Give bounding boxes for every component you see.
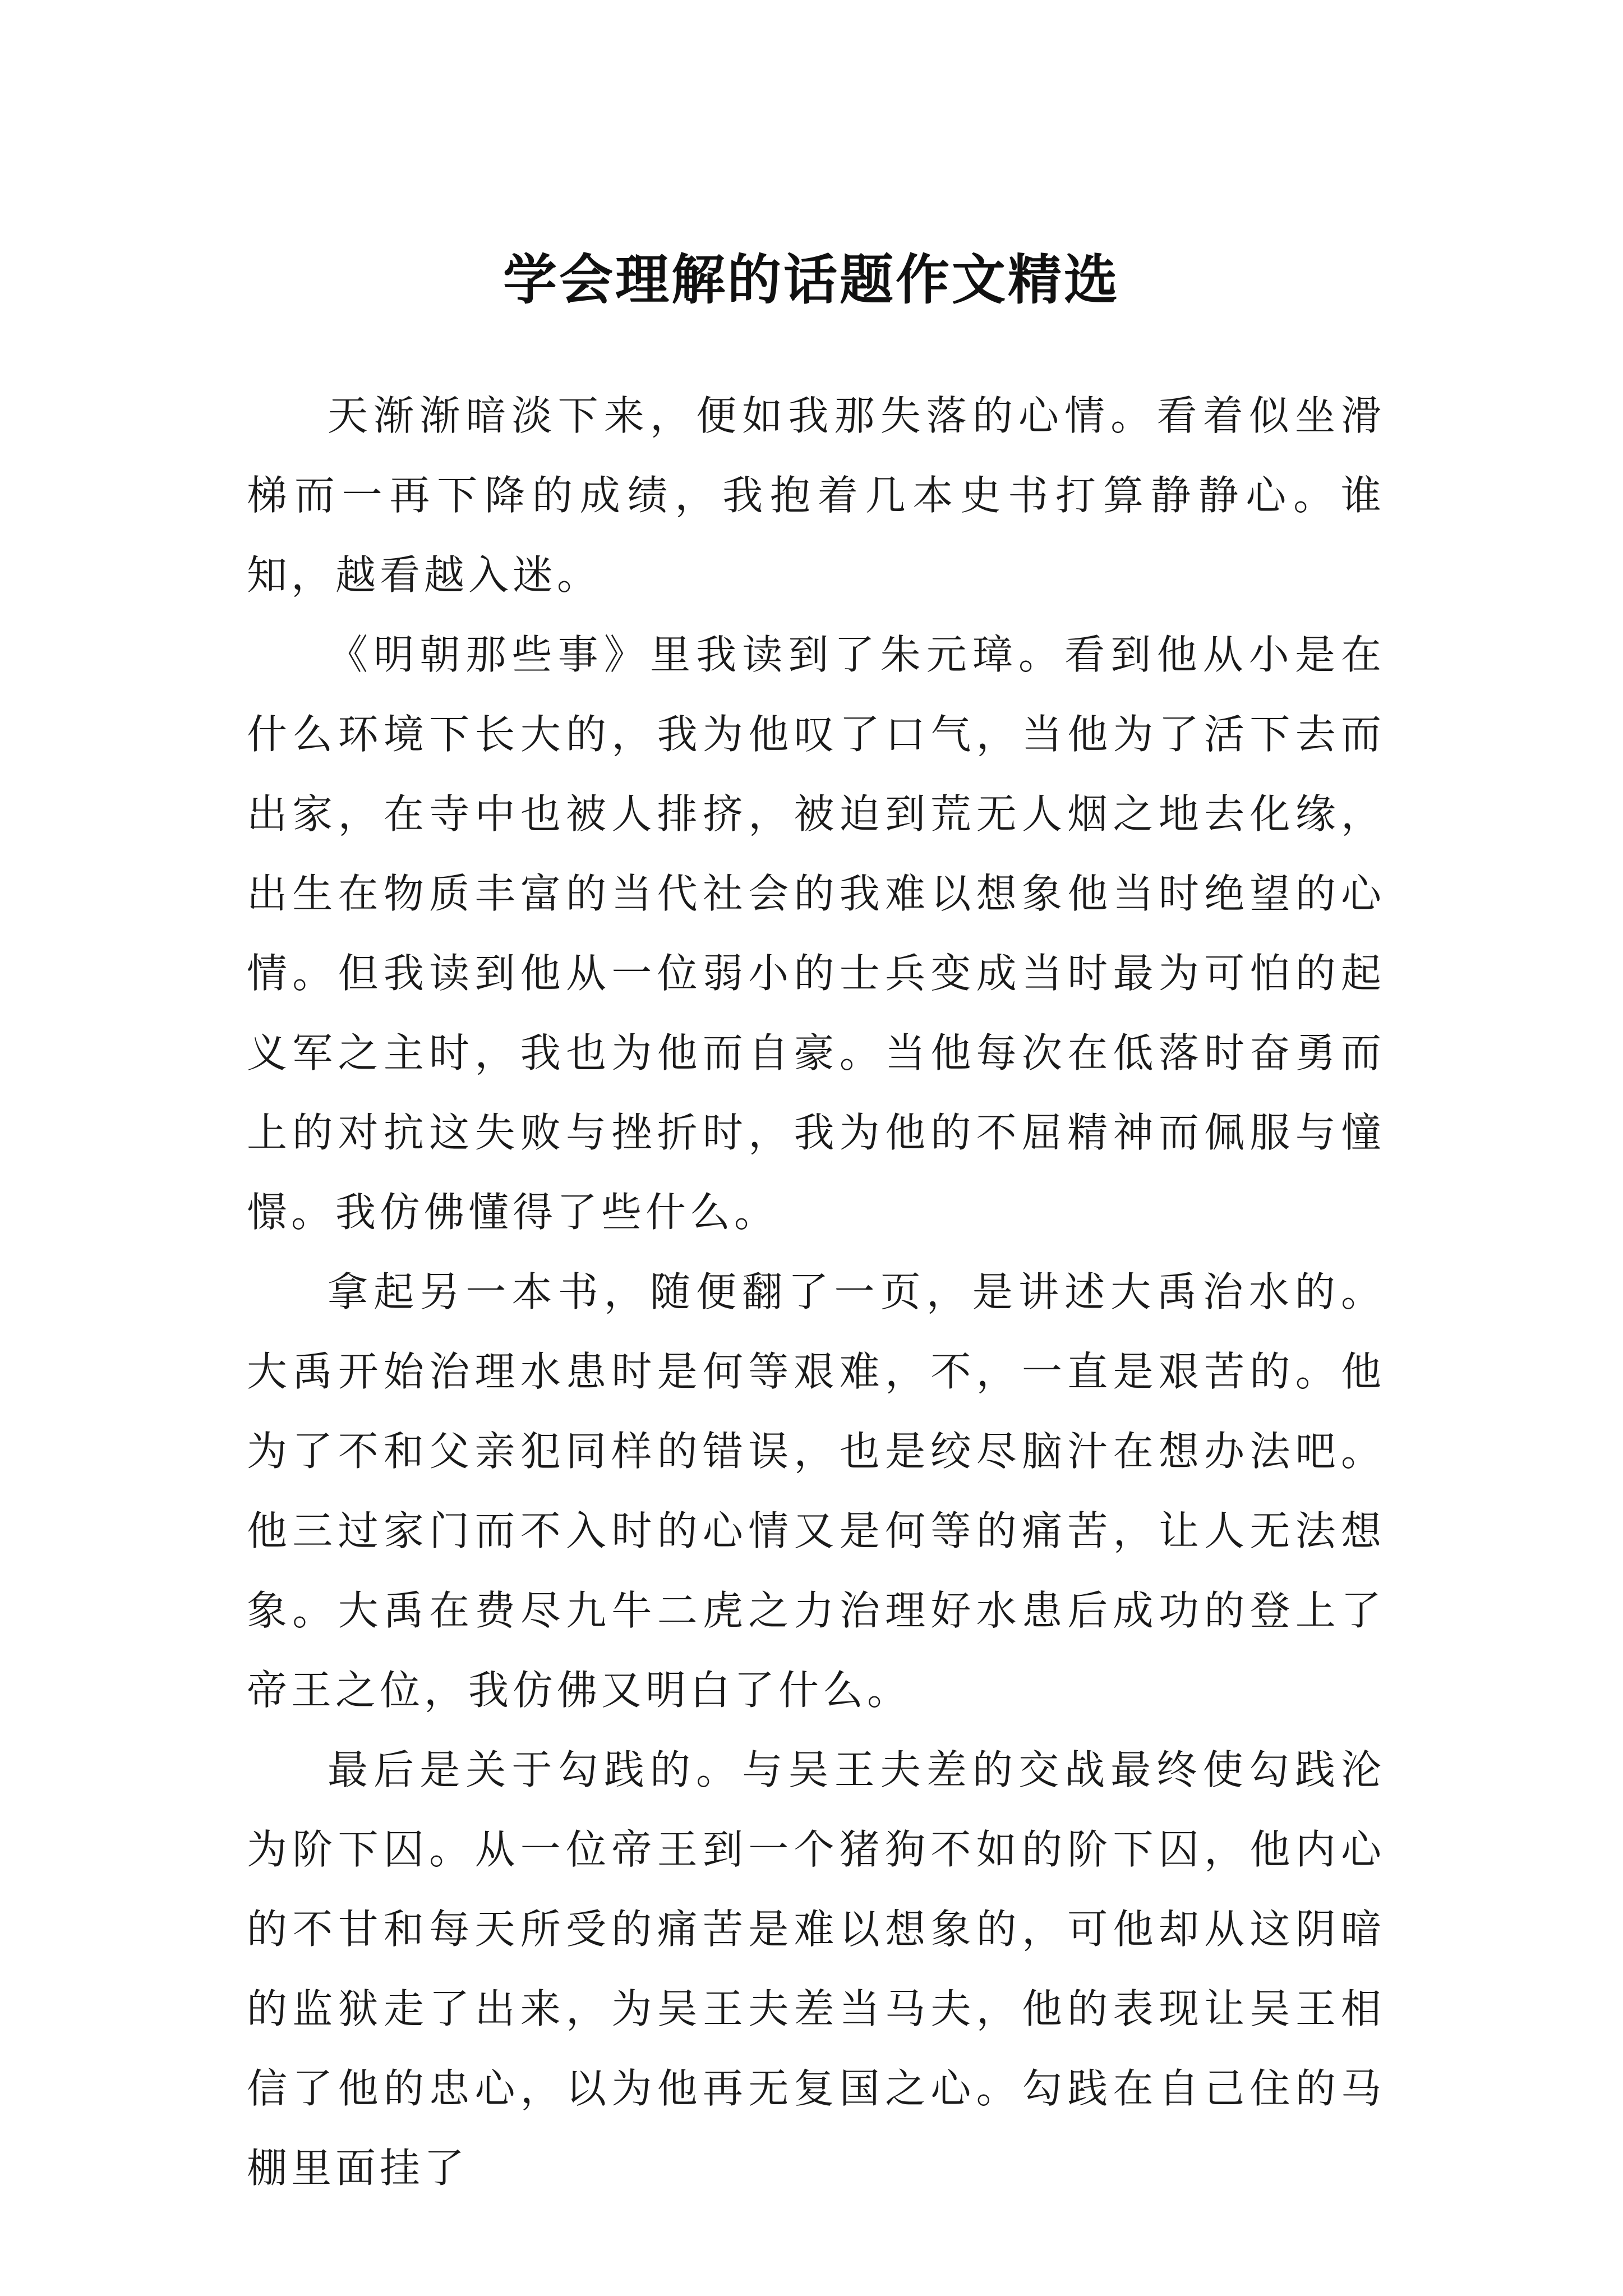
document-title: 学会理解的话题作文精选 (503, 248, 1120, 312)
paragraph-4: 最后是关于勾践的。与吴王夫差的交战最终使勾践沦为阶下囚。从一位帝王到一个猪狗不如的阶下囚，他内心的不甘和每天所受的痛苦是难以想象的，可他却从这阴暗的监狱走了出来，为吴王夫差当马夫，他的表现让吴王相信了他的忠心，以为他再无复国之心。勾践在自己住的马棚里面挂了 (247, 1746, 1385, 2192)
paragraph-3: 拿起另一本书，随便翻了一页，是讲述大禹治水的。大禹开始治理水患时是何等艰难，不，一直是艰苦的。他为了不和父亲犯同样的错误，也是绞尽脑汁在想办法吧。他三过家门而不入时的心情又是何等的痛苦，让人无法想象。大禹在费尽九牛二虎之力治理好水患后成功的登上了帝王之位，我仿佛又明白了什么。 (247, 1268, 1385, 1714)
document-body (247, 376, 1385, 2208)
paragraph-2: 《明朝那些事》里我读到了朱元璋。看到他从小是在什么环境下长大的，我为他叹了口气，当他为了活下去而出家，在寺中也被人排挤，被迫到荒无人烟之地去化缘，出生在物质丰富的当代社会的我难以想象他当时绝望的心情。但我读到他从一位弱小的士兵变成当时最为可怕的起义军之主时，我也为他而自豪。当他每次在低落时奋勇而上的对抗这失败与挫折时，我为他的不屈精神而佩服与憧憬。我仿佛懂得了些什么。 (247, 631, 1385, 1236)
paragraph-1: 天渐渐暗淡下来，便如我那失落的心情。看着似坐滑梯而一再下降的成绩，我抱着几本史书打算静静心。谁知，越看越入迷。 (247, 392, 1385, 599)
